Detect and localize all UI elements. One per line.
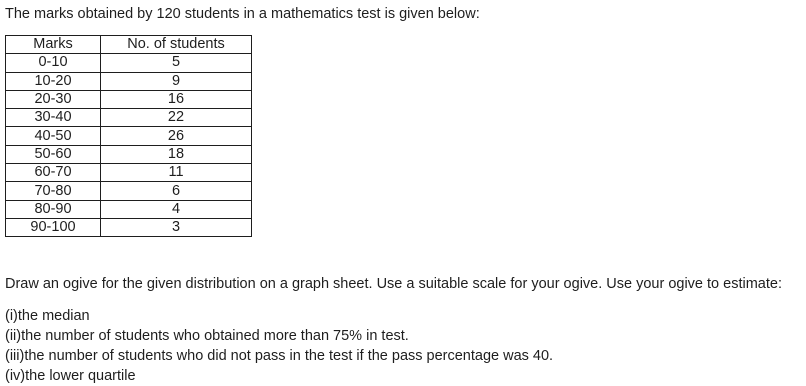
table-row (6, 90, 252, 108)
marks-cell: 70-80 (6, 182, 101, 200)
marks-cell: 50-60 (6, 145, 101, 163)
marks-cell: 40-50 (6, 127, 101, 145)
students-cell: 18 (101, 145, 252, 163)
column-header-students: No. of students (101, 36, 252, 54)
question-text: Draw an ogive for the given distribution on a graph sheet. Use a suitable scale for your ogive. Use your ogive to estimate: (5, 276, 782, 292)
marks-cell: 0-10 (6, 54, 101, 72)
column-header-marks: Marks (6, 36, 101, 54)
table-row (6, 218, 252, 236)
table-row (6, 145, 252, 163)
students-cell: 26 (101, 127, 252, 145)
students-cell: 22 (101, 109, 252, 127)
question-part-iv: (iv)the lower quartile (5, 368, 136, 384)
marks-cell: 10-20 (6, 72, 101, 90)
table-row (6, 200, 252, 218)
students-cell: 16 (101, 90, 252, 108)
students-cell: 3 (101, 218, 252, 236)
marks-cell: 20-30 (6, 90, 101, 108)
students-cell: 4 (101, 200, 252, 218)
students-cell: 9 (101, 72, 252, 90)
students-cell: 5 (101, 54, 252, 72)
question-part-i: (i)the median (5, 308, 90, 324)
table-row (6, 182, 252, 200)
question-part-iii: (iii)the number of students who did not pass in the test if the pass percentage was 40. (5, 348, 554, 364)
table-row (6, 164, 252, 182)
marks-table (5, 35, 252, 237)
marks-cell: 90-100 (6, 218, 101, 236)
table-row (6, 72, 252, 90)
marks-cell: 60-70 (6, 164, 101, 182)
table-row (6, 109, 252, 127)
marks-cell: 80-90 (6, 200, 101, 218)
marks-cell: 30-40 (6, 109, 101, 127)
students-cell: 11 (101, 164, 252, 182)
question-part-ii: (ii)the number of students who obtained more than 75% in test. (5, 328, 409, 344)
students-cell: 6 (101, 182, 252, 200)
intro-text: The marks obtained by 120 students in a mathematics test is given below: (5, 6, 480, 22)
table-row (6, 127, 252, 145)
table-row (6, 54, 252, 72)
table-header-row (6, 36, 252, 54)
